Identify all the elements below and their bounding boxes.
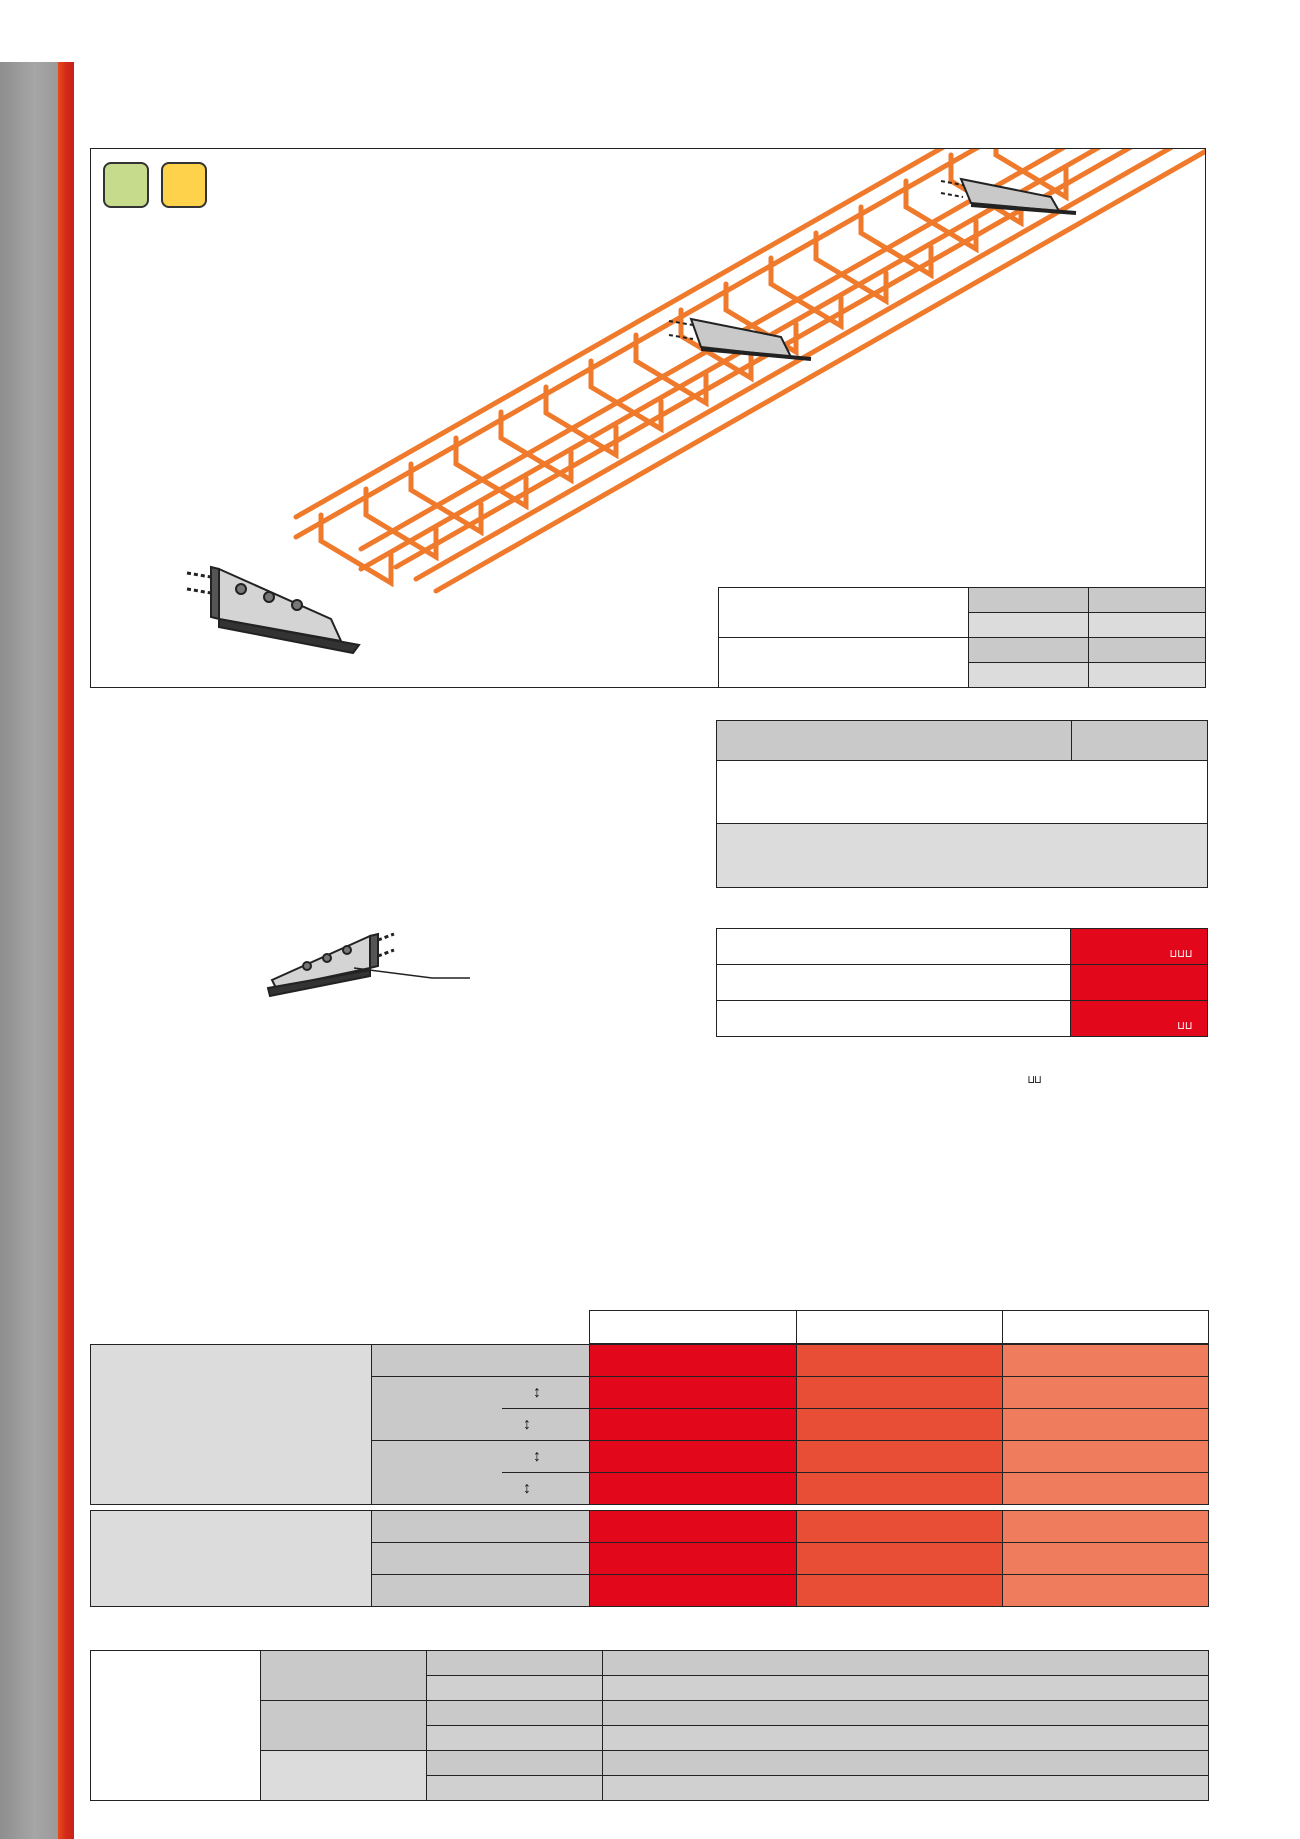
bracket-detail-illustration — [262, 922, 492, 1002]
accessory-cell — [427, 1676, 603, 1701]
finish-red-cell — [1071, 929, 1208, 965]
vertical-arrow-icon: ↕ — [533, 1384, 541, 1401]
accessory-cell — [427, 1651, 603, 1676]
spec-cell-a — [719, 588, 969, 638]
footnote-mark — [1028, 1070, 1058, 1084]
finish-red-cell — [1071, 965, 1208, 1001]
section-2-label — [91, 1511, 372, 1607]
accessory-label — [91, 1651, 261, 1801]
finish-label-cell — [717, 965, 1071, 1001]
row-label — [372, 1575, 590, 1607]
spec-cell — [969, 613, 1089, 638]
info-table — [716, 720, 1208, 888]
value-red — [590, 1473, 797, 1505]
value-salmon — [1003, 1511, 1209, 1543]
accessory-cell — [427, 1726, 603, 1751]
bracket-lower-left — [187, 567, 359, 653]
spec-cell — [1089, 613, 1206, 638]
accessory-cell — [603, 1751, 1209, 1776]
spec-cell — [969, 588, 1089, 613]
accessory-group — [261, 1751, 427, 1801]
accessory-cell — [427, 1751, 603, 1776]
accessory-group — [261, 1701, 427, 1751]
load-table-section-2 — [90, 1510, 1209, 1607]
info-body-cell — [717, 761, 1208, 824]
spec-cell — [1089, 588, 1206, 613]
value-orange — [797, 1473, 1003, 1505]
load-table-section-1 — [90, 1344, 1209, 1505]
value-salmon — [1003, 1345, 1209, 1377]
spec-cell-b — [719, 638, 969, 688]
col-header-1 — [590, 1311, 797, 1344]
accessory-cell — [427, 1701, 603, 1726]
accessory-cell — [603, 1701, 1209, 1726]
spec-table-grey — [718, 587, 1206, 688]
row-label — [372, 1345, 590, 1377]
load-table-header — [589, 1310, 1209, 1344]
footnote-mark-text: ⊔⊔ — [1028, 1073, 1042, 1086]
value-salmon — [1003, 1441, 1209, 1473]
product-illustration-frame — [90, 148, 1206, 688]
accessory-cell — [603, 1651, 1209, 1676]
col-header-3 — [1003, 1311, 1209, 1344]
info-body-cell-grey — [717, 824, 1208, 888]
accessory-cell — [603, 1726, 1209, 1751]
finish-label-cell — [717, 1001, 1071, 1037]
finish-mark: ⊔⊔⊔ — [1170, 947, 1193, 960]
accessory-cell — [603, 1676, 1209, 1701]
value-salmon — [1003, 1543, 1209, 1575]
value-red — [590, 1543, 797, 1575]
spec-cell — [1089, 638, 1206, 663]
spec-cell — [1089, 663, 1206, 688]
finish-table — [716, 928, 1208, 1037]
value-salmon — [1003, 1473, 1209, 1505]
vertical-arrow-icon: ↕ — [502, 1408, 589, 1440]
finish-mark: ⊔⊔ — [1177, 1019, 1193, 1032]
value-red — [590, 1575, 797, 1607]
value-red — [590, 1377, 797, 1409]
value-red — [590, 1409, 797, 1441]
accessory-table — [90, 1650, 1209, 1801]
row-label — [372, 1511, 590, 1543]
value-orange — [797, 1575, 1003, 1607]
value-orange — [797, 1409, 1003, 1441]
row-label-group — [372, 1377, 590, 1441]
vertical-arrow-icon: ↕ — [502, 1472, 589, 1504]
spec-cell — [969, 663, 1089, 688]
value-salmon — [1003, 1575, 1209, 1607]
row-label-group — [372, 1441, 590, 1505]
wire-mesh-tray — [296, 149, 1205, 591]
value-orange — [797, 1377, 1003, 1409]
side-red-band — [58, 62, 74, 1839]
accessory-group — [261, 1651, 427, 1701]
value-orange — [797, 1441, 1003, 1473]
section-1-label — [91, 1345, 372, 1505]
spec-cell — [969, 638, 1089, 663]
value-orange — [797, 1543, 1003, 1575]
col-header-2 — [797, 1311, 1003, 1344]
finish-label-cell — [717, 929, 1071, 965]
value-red — [590, 1345, 797, 1377]
row-label — [372, 1543, 590, 1575]
side-grey-band — [0, 62, 58, 1839]
value-orange — [797, 1345, 1003, 1377]
value-salmon — [1003, 1409, 1209, 1441]
value-orange — [797, 1511, 1003, 1543]
accessory-cell — [427, 1776, 603, 1801]
vertical-arrow-icon: ↕ — [533, 1448, 541, 1465]
finish-red-cell — [1071, 1001, 1208, 1037]
value-red — [590, 1441, 797, 1473]
value-salmon — [1003, 1377, 1209, 1409]
info-header-cell — [717, 721, 1072, 761]
info-header-cell — [1072, 721, 1208, 761]
accessory-cell — [603, 1776, 1209, 1801]
value-red — [590, 1511, 797, 1543]
